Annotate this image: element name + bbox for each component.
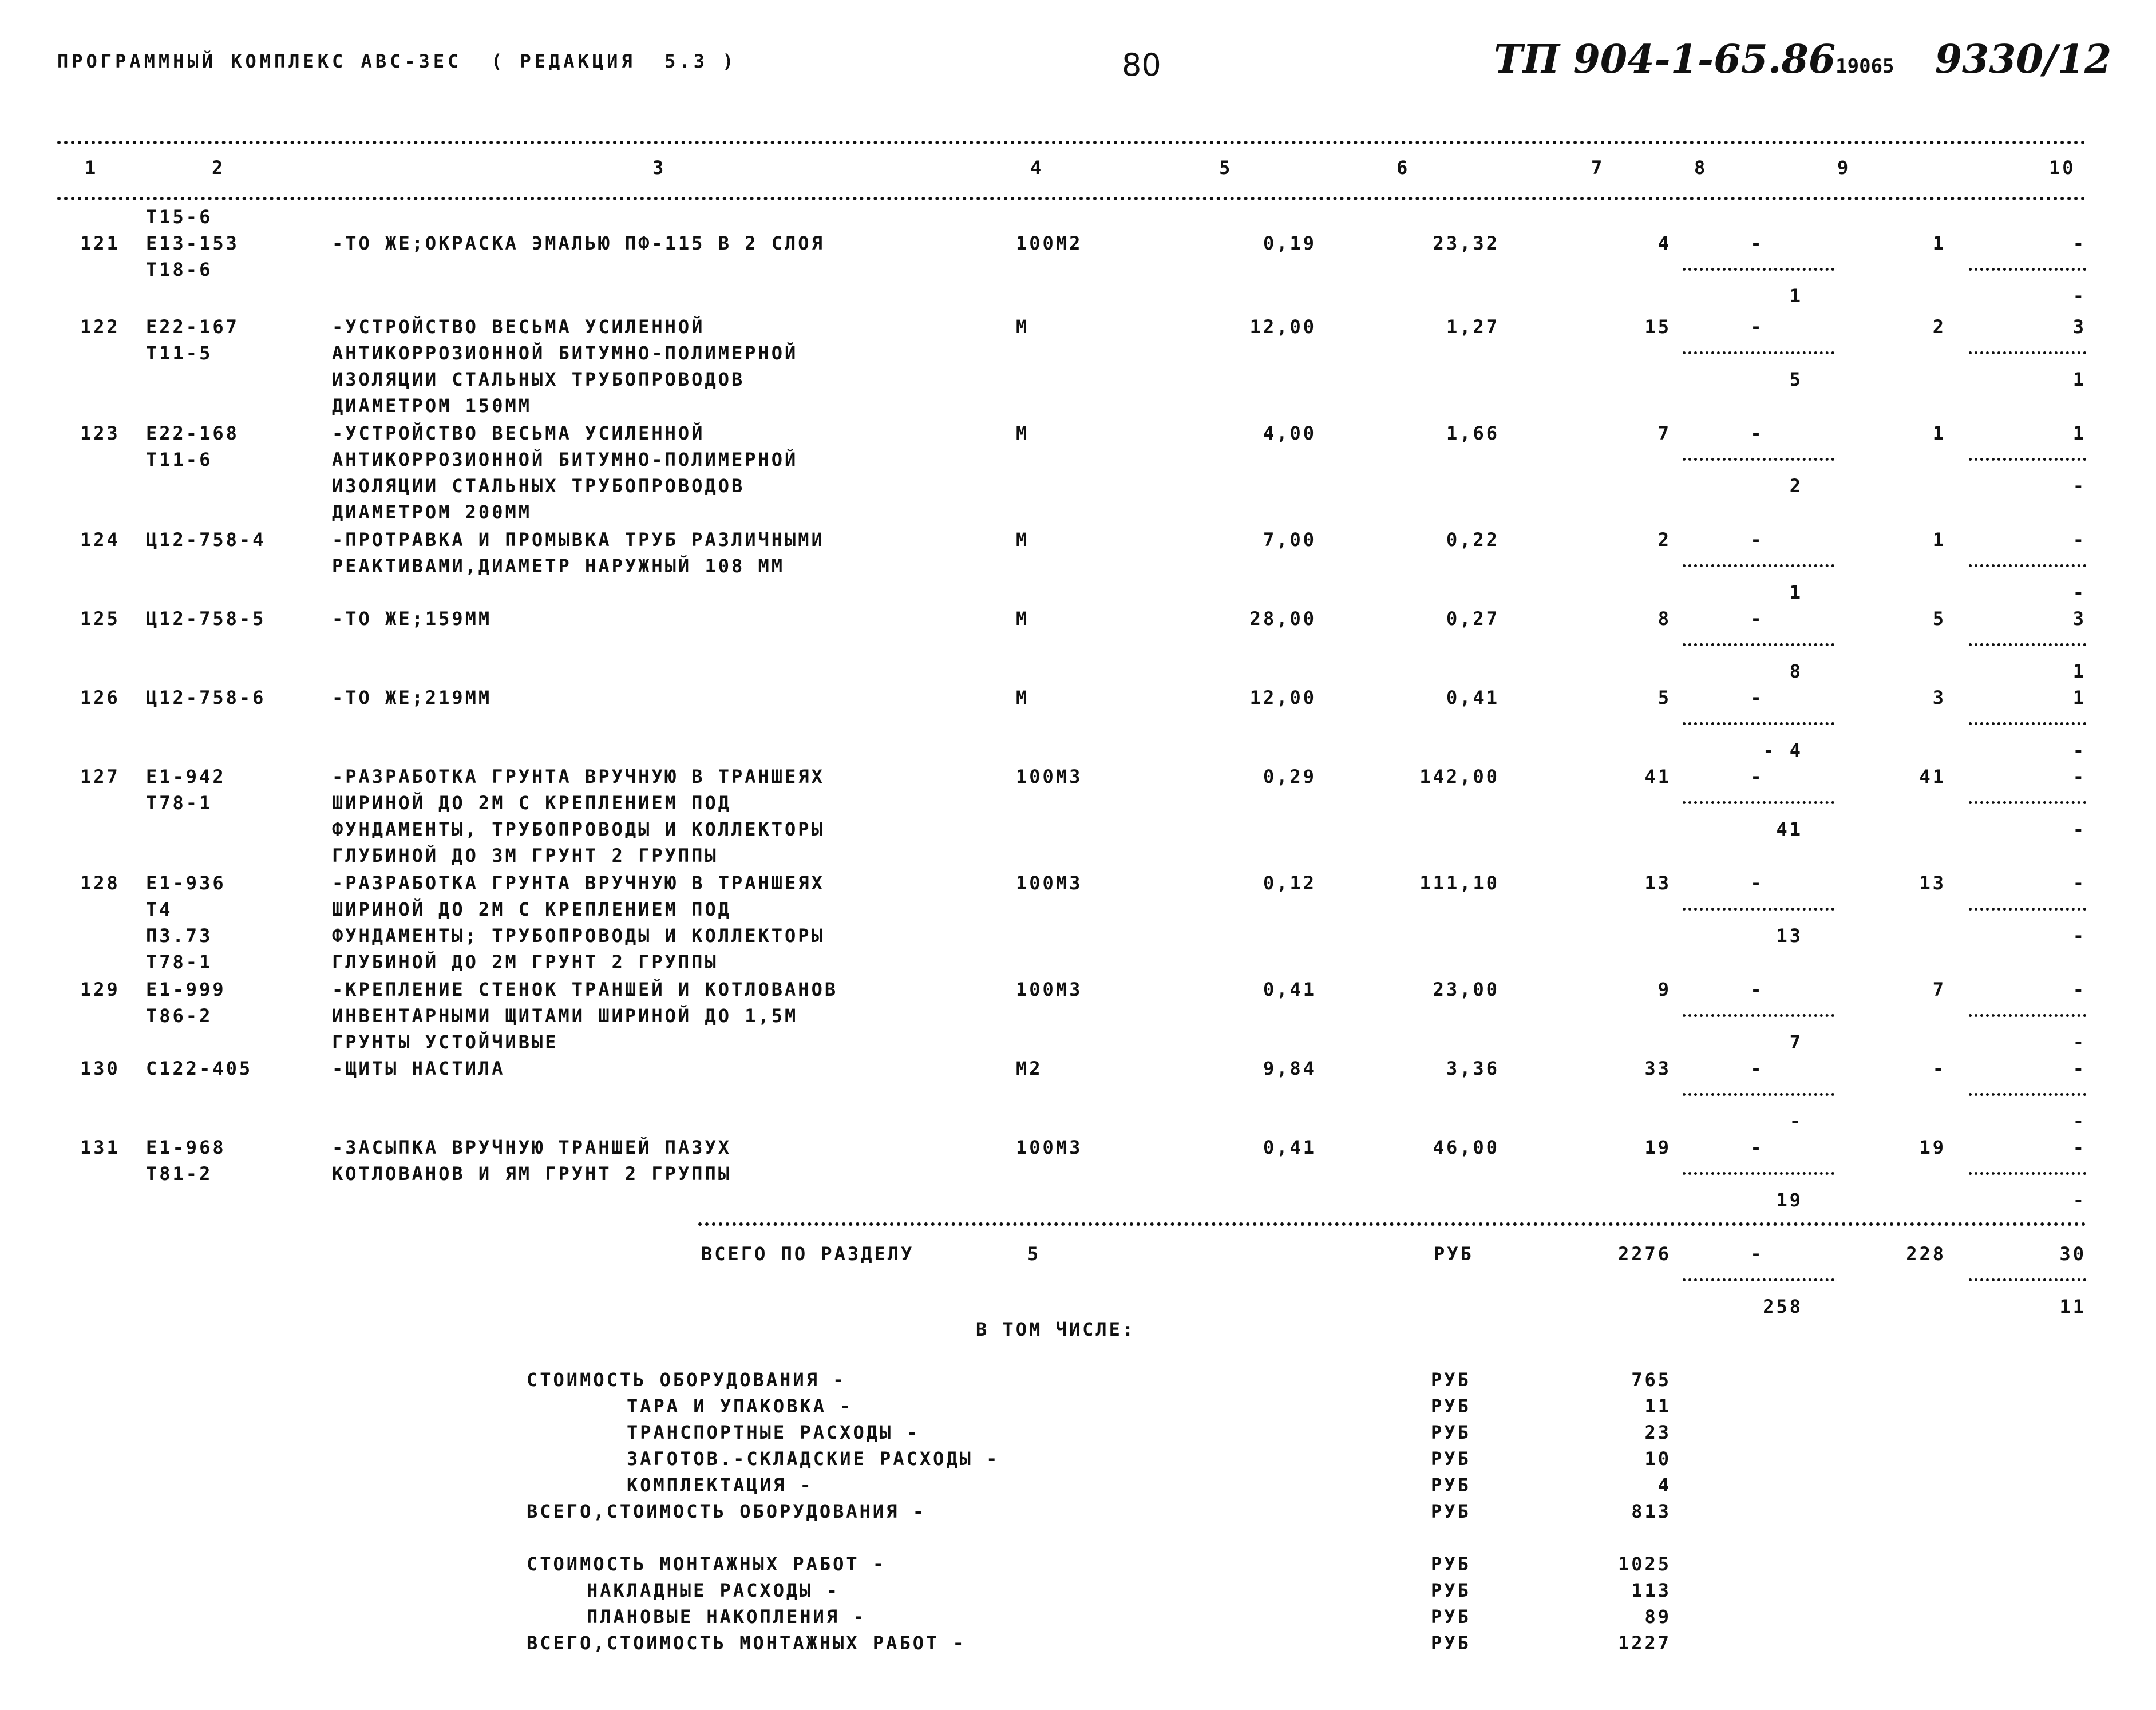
row-description: -РАЗРАБОТКА ГРУНТА ВРУЧНУЮ В ТРАНШЕЯХ <box>332 766 825 787</box>
row-col8-bottom: 8 <box>1789 660 1803 682</box>
row-number: 123 <box>80 422 120 444</box>
row-col9: 13 <box>1919 872 1946 894</box>
row-unit: М <box>1016 422 1030 444</box>
row-col8-top: - <box>1750 979 1764 1000</box>
row-col10-top: - <box>2072 1137 2086 1158</box>
total-value: 2276 <box>1617 1243 1671 1265</box>
summary-value: 11 <box>1644 1395 1671 1417</box>
row-code: Е1-936 <box>146 872 226 894</box>
row-quantity: 0,12 <box>1263 872 1316 894</box>
sheet-number: 9330/12 <box>1935 37 2112 82</box>
row-col10-bottom: - <box>2072 925 2086 947</box>
row-col10-top: - <box>2072 1058 2086 1079</box>
row-unit: М2 <box>1016 1058 1043 1079</box>
summary-label: КОМПЛЕКТАЦИЯ - <box>627 1474 813 1496</box>
row-col10-rule <box>1969 564 2086 567</box>
project-code-main: ТП 904-1-65.86 <box>1494 37 1836 82</box>
column-header-2: 2 <box>212 157 226 179</box>
row-col10-bottom: - <box>2072 1031 2086 1053</box>
row-price: 0,27 <box>1446 608 1500 630</box>
row-code: Т86-2 <box>146 1005 213 1027</box>
row-col10-rule <box>1969 1172 2086 1175</box>
summary-label: ВСЕГО,СТОИМОСТЬ ОБОРУДОВАНИЯ - <box>527 1501 926 1522</box>
summary-value: 23 <box>1644 1422 1671 1443</box>
row-col10-rule <box>1969 268 2086 271</box>
row-code: С122-405 <box>146 1058 253 1079</box>
row-description: -ЩИТЫ НАСТИЛА <box>332 1058 505 1079</box>
row-price: 3,36 <box>1446 1058 1500 1079</box>
row-price: 142,00 <box>1419 766 1500 787</box>
row-description: ШИРИНОЙ ДО 2М С КРЕПЛЕНИЕМ ПОД <box>332 792 731 814</box>
row-number: 122 <box>80 316 120 338</box>
row-unit: М <box>1016 608 1030 630</box>
row-total: 5 <box>1657 687 1671 708</box>
row-col10-top: 3 <box>2072 608 2086 630</box>
row-code: П3.73 <box>146 925 213 947</box>
summary-unit: РУБ <box>1431 1632 1471 1654</box>
row-col8-top: - <box>1750 422 1764 444</box>
row-code: Е1-942 <box>146 766 226 787</box>
row-description: ИЗОЛЯЦИИ СТАЛЬНЫХ ТРУБОПРОВОДОВ <box>332 369 745 390</box>
summary-label: ТАРА И УПАКОВКА - <box>627 1395 853 1417</box>
row-col10-bottom: - <box>2072 285 2086 307</box>
row-code: Ц12-758-5 <box>146 608 266 630</box>
total-col9: 228 <box>1906 1243 1946 1265</box>
row-quantity: 0,41 <box>1263 979 1316 1000</box>
row-number: 126 <box>80 687 120 708</box>
row-description: -КРЕПЛЕНИЕ СТЕНОК ТРАНШЕЙ И КОТЛОВАНОВ <box>332 979 838 1000</box>
program-title: ПРОГРАММНЫЙ КОМПЛЕКС АВС-3ЕС ( РЕДАКЦИЯ 5.3 ) <box>57 50 737 72</box>
row-number: 129 <box>80 979 120 1000</box>
row-description: ФУНДАМЕНТЫ; ТРУБОПРОВОДЫ И КОЛЛЕКТОРЫ <box>332 925 825 947</box>
row-unit: 100М3 <box>1016 1137 1083 1158</box>
column-header-6: 6 <box>1397 157 1410 179</box>
summary-value: 1025 <box>1617 1553 1671 1575</box>
row-price: 46,00 <box>1433 1137 1500 1158</box>
row-total: 19 <box>1644 1137 1671 1158</box>
row-total: 2 <box>1657 529 1671 551</box>
row-col10-rule <box>1969 908 2086 911</box>
header-rule-top <box>57 141 2086 144</box>
row-col8-top: - <box>1750 1137 1764 1158</box>
column-header-1: 1 <box>85 157 98 179</box>
row-code: Т11-6 <box>146 449 213 470</box>
row-total: 13 <box>1644 872 1671 894</box>
row-col8-rule <box>1683 458 1834 461</box>
row-code: Е13-153 <box>146 232 239 254</box>
row-col8-rule <box>1683 908 1834 911</box>
total-section: 5 <box>1027 1243 1041 1265</box>
row-code: Ц12-758-4 <box>146 529 266 551</box>
row-description: ШИРИНОЙ ДО 2М С КРЕПЛЕНИЕМ ПОД <box>332 898 731 920</box>
row-col10-top: 3 <box>2072 316 2086 338</box>
summary-unit: РУБ <box>1431 1422 1471 1443</box>
row-col10-top: - <box>2072 872 2086 894</box>
row-col8-rule <box>1683 1172 1834 1175</box>
row-col8-top: - <box>1750 872 1764 894</box>
row-quantity: 9,84 <box>1263 1058 1316 1079</box>
column-header-8: 8 <box>1694 157 1708 179</box>
row-description: ГЛУБИНОЙ ДО 3М ГРУНТ 2 ГРУППЫ <box>332 845 718 866</box>
row-col10-top: - <box>2072 529 2086 551</box>
row-col10-bottom: - <box>2072 739 2086 761</box>
total-col10-bottom: 11 <box>2059 1296 2086 1317</box>
row-number: 121 <box>80 232 120 254</box>
row-col9: 3 <box>1932 687 1946 708</box>
row-col10-rule <box>1969 458 2086 461</box>
column-header-10: 10 <box>2049 157 2076 179</box>
summary-label: ЗАГОТОВ.-СКЛАДСКИЕ РАСХОДЫ - <box>627 1448 1000 1470</box>
row-col9: 5 <box>1932 608 1946 630</box>
row-quantity: 4,00 <box>1263 422 1316 444</box>
row-col9: 41 <box>1919 766 1946 787</box>
row-col10-top: - <box>2072 232 2086 254</box>
row-col8-rule <box>1683 722 1834 725</box>
row-col10-top: 1 <box>2072 687 2086 708</box>
summary-unit: РУБ <box>1431 1448 1471 1470</box>
row-price: 111,10 <box>1419 872 1500 894</box>
row-col8-bottom: 2 <box>1789 475 1803 497</box>
row-col10-bottom: - <box>2072 818 2086 840</box>
row-col8-top: - <box>1750 316 1764 338</box>
row-code: Т11-5 <box>146 342 213 364</box>
row-code: Е1-968 <box>146 1137 226 1158</box>
row-quantity: 0,19 <box>1263 232 1316 254</box>
row-col9: - <box>1932 1058 1946 1079</box>
row-description: РЕАКТИВАМИ,ДИАМЕТР НАРУЖНЫЙ 108 ММ <box>332 555 785 577</box>
row-col10-rule <box>1969 722 2086 725</box>
row-description: -УСТРОЙСТВО ВЕСЬМА УСИЛЕННОЙ <box>332 422 705 444</box>
row-unit: 100М3 <box>1016 979 1083 1000</box>
row-total: 8 <box>1657 608 1671 630</box>
row-col8-top: - <box>1750 529 1764 551</box>
total-label: ВСЕГО ПО РАЗДЕЛУ <box>701 1243 915 1265</box>
summary-unit: РУБ <box>1431 1395 1471 1417</box>
summary-label: СТОИМОСТЬ МОНТАЖНЫХ РАБОТ - <box>527 1553 887 1575</box>
header-rule-bottom <box>57 197 2086 200</box>
row-col10-top: - <box>2072 766 2086 787</box>
row-col8-rule <box>1683 1093 1834 1096</box>
summary-label: ТРАНСПОРТНЫЕ РАСХОДЫ - <box>627 1422 920 1443</box>
row-col9: 19 <box>1919 1137 1946 1158</box>
summary-unit: РУБ <box>1431 1369 1471 1391</box>
summary-label: ВСЕГО,СТОИМОСТЬ МОНТАЖНЫХ РАБОТ - <box>527 1632 966 1654</box>
total-rule <box>698 1222 2086 1226</box>
row-col10-rule <box>1969 1014 2086 1017</box>
summary-value: 813 <box>1631 1501 1671 1522</box>
row-col8-rule <box>1683 1014 1834 1017</box>
row-number: 124 <box>80 529 120 551</box>
row-col10-bottom: - <box>2072 581 2086 603</box>
row-col8-top: - <box>1750 608 1764 630</box>
column-header-9: 9 <box>1837 157 1851 179</box>
row-col8-bottom: 13 <box>1776 925 1803 947</box>
row-col10-bottom: - <box>2072 475 2086 497</box>
row-description: ИЗОЛЯЦИИ СТАЛЬНЫХ ТРУБОПРОВОДОВ <box>332 475 745 497</box>
row-number: 128 <box>80 872 120 894</box>
row-col9: 1 <box>1932 232 1946 254</box>
row-unit: М <box>1016 316 1030 338</box>
total-unit: РУБ <box>1434 1243 1474 1265</box>
row-col9: 1 <box>1932 529 1946 551</box>
row-col10-top: - <box>2072 979 2086 1000</box>
summary-value: 4 <box>1657 1474 1671 1496</box>
row-description: ИНВЕНТАРНЫМИ ЩИТАМИ ШИРИНОЙ ДО 1,5М <box>332 1005 798 1027</box>
row-quantity: 28,00 <box>1249 608 1316 630</box>
row-description: ГЛУБИНОЙ ДО 2М ГРУНТ 2 ГРУППЫ <box>332 951 718 973</box>
row-col8-top: - <box>1750 687 1764 708</box>
summary-unit: РУБ <box>1431 1553 1471 1575</box>
row-code: Е22-167 <box>146 316 239 338</box>
row-total: 7 <box>1657 422 1671 444</box>
summary-value: 10 <box>1644 1448 1671 1470</box>
row-col8-bottom: 5 <box>1789 369 1803 390</box>
row-description: -ЗАСЫПКА ВРУЧНУЮ ТРАНШЕЙ ПАЗУХ <box>332 1137 731 1158</box>
row-price: 0,41 <box>1446 687 1500 708</box>
summary-value: 113 <box>1631 1580 1671 1601</box>
summary-value: 765 <box>1631 1369 1671 1391</box>
row-col8-rule <box>1683 801 1834 804</box>
row-col8-rule <box>1683 564 1834 567</box>
row-col10-bottom: - <box>2072 1189 2086 1211</box>
row-col10-top: 1 <box>2072 422 2086 444</box>
row-description: ФУНДАМЕНТЫ, ТРУБОПРОВОДЫ И КОЛЛЕКТОРЫ <box>332 818 825 840</box>
row-code: Е22-168 <box>146 422 239 444</box>
row-col9: 2 <box>1932 316 1946 338</box>
including-heading: В ТОМ ЧИСЛЕ: <box>976 1319 1136 1340</box>
row-col10-bottom: 1 <box>2072 660 2086 682</box>
row-col8-bottom: 19 <box>1776 1189 1803 1211</box>
project-code <box>1494 37 2111 82</box>
summary-value: 1227 <box>1617 1632 1671 1654</box>
summary-label: НАКЛАДНЫЕ РАСХОДЫ - <box>587 1580 840 1601</box>
row-description: -ТО ЖЕ;219ММ <box>332 687 492 708</box>
row-price: 23,00 <box>1433 979 1500 1000</box>
row-code: Т81-2 <box>146 1163 213 1185</box>
row-total: 9 <box>1657 979 1671 1000</box>
row-unit: 100М3 <box>1016 766 1083 787</box>
row-unit: М <box>1016 687 1030 708</box>
row-unit: 100М2 <box>1016 232 1083 254</box>
column-header-3: 3 <box>652 157 666 179</box>
row-col8-bottom: - <box>1789 1110 1803 1132</box>
row-total: 41 <box>1644 766 1671 787</box>
row-price: 1,27 <box>1446 316 1500 338</box>
row-description: -ТО ЖЕ;159ММ <box>332 608 492 630</box>
row-col8-bottom: - 4 <box>1763 739 1803 761</box>
row-quantity: 0,41 <box>1263 1137 1316 1158</box>
row-total: 33 <box>1644 1058 1671 1079</box>
row-description: КОТЛОВАНОВ И ЯМ ГРУНТ 2 ГРУППЫ <box>332 1163 731 1185</box>
row-col8-top: - <box>1750 1058 1764 1079</box>
row-code: Т4 <box>146 898 173 920</box>
row-quantity: 7,00 <box>1263 529 1316 551</box>
row-price: 23,32 <box>1433 232 1500 254</box>
row-description: ДИАМЕТРОМ 200ММ <box>332 501 532 523</box>
row-code: Ц12-758-6 <box>146 687 266 708</box>
total-col8-rule <box>1683 1278 1834 1281</box>
row-col9: 7 <box>1932 979 1946 1000</box>
total-col10-rule <box>1969 1278 2086 1281</box>
row-col8-rule <box>1683 268 1834 271</box>
column-header-4: 4 <box>1030 157 1044 179</box>
row-col8-rule <box>1683 351 1834 354</box>
row-description: -РАЗРАБОТКА ГРУНТА ВРУЧНУЮ В ТРАНШЕЯХ <box>332 872 825 894</box>
row-col9: 1 <box>1932 422 1946 444</box>
row-quantity: 12,00 <box>1249 316 1316 338</box>
row-col8-bottom: 1 <box>1789 285 1803 307</box>
summary-unit: РУБ <box>1431 1580 1471 1601</box>
summary-unit: РУБ <box>1431 1606 1471 1628</box>
column-header-5: 5 <box>1219 157 1233 179</box>
row-total: 4 <box>1657 232 1671 254</box>
row-col10-bottom: 1 <box>2072 369 2086 390</box>
row-description: -ПРОТРАВКА И ПРОМЫВКА ТРУБ РАЗЛИЧНЫМИ <box>332 529 825 551</box>
row-code: Е1-999 <box>146 979 226 1000</box>
summary-value: 89 <box>1644 1606 1671 1628</box>
row-code: Т18-6 <box>146 259 213 280</box>
row-description: АНТИКОРРОЗИОННОЙ БИТУМНО-ПОЛИМЕРНОЙ <box>332 342 798 364</box>
row-code: Т15-6 <box>146 206 213 228</box>
row-description: АНТИКОРРОЗИОННОЙ БИТУМНО-ПОЛИМЕРНОЙ <box>332 449 798 470</box>
page-number: 80 <box>1122 47 1161 83</box>
total-col8-bottom: 258 <box>1763 1296 1803 1317</box>
total-col10-top: 30 <box>2059 1243 2086 1265</box>
row-number: 131 <box>80 1137 120 1158</box>
row-description: -ТО ЖЕ;ОКРАСКА ЭМАЛЬЮ ПФ-115 В 2 СЛОЯ <box>332 232 825 254</box>
row-code: Т78-1 <box>146 792 213 814</box>
row-code: Т78-1 <box>146 951 213 973</box>
row-unit: М <box>1016 529 1030 551</box>
row-price: 1,66 <box>1446 422 1500 444</box>
row-quantity: 12,00 <box>1249 687 1316 708</box>
summary-unit: РУБ <box>1431 1474 1471 1496</box>
column-header-7: 7 <box>1591 157 1605 179</box>
row-quantity: 0,29 <box>1263 766 1316 787</box>
row-col10-bottom: - <box>2072 1110 2086 1132</box>
summary-label: ПЛАНОВЫЕ НАКОПЛЕНИЯ - <box>587 1606 867 1628</box>
row-unit: 100М3 <box>1016 872 1083 894</box>
total-col8-top: - <box>1750 1243 1764 1265</box>
row-description: ГРУНТЫ УСТОЙЧИВЫЕ <box>332 1031 559 1053</box>
row-total: 15 <box>1644 316 1671 338</box>
row-number: 130 <box>80 1058 120 1079</box>
row-number: 127 <box>80 766 120 787</box>
project-code-sub: 19065 <box>1835 55 1894 78</box>
summary-unit: РУБ <box>1431 1501 1471 1522</box>
row-col8-bottom: 41 <box>1776 818 1803 840</box>
row-col8-rule <box>1683 643 1834 646</box>
row-number: 125 <box>80 608 120 630</box>
row-col10-rule <box>1969 801 2086 804</box>
row-col8-bottom: 1 <box>1789 581 1803 603</box>
row-col10-rule <box>1969 1093 2086 1096</box>
row-col10-rule <box>1969 351 2086 354</box>
row-price: 0,22 <box>1446 529 1500 551</box>
summary-label: СТОИМОСТЬ ОБОРУДОВАНИЯ - <box>527 1369 846 1391</box>
row-col10-rule <box>1969 643 2086 646</box>
row-col8-top: - <box>1750 766 1764 787</box>
row-col8-bottom: 7 <box>1789 1031 1803 1053</box>
row-description: -УСТРОЙСТВО ВЕСЬМА УСИЛЕННОЙ <box>332 316 705 338</box>
row-col8-top: - <box>1750 232 1764 254</box>
row-description: ДИАМЕТРОМ 150ММ <box>332 395 532 417</box>
